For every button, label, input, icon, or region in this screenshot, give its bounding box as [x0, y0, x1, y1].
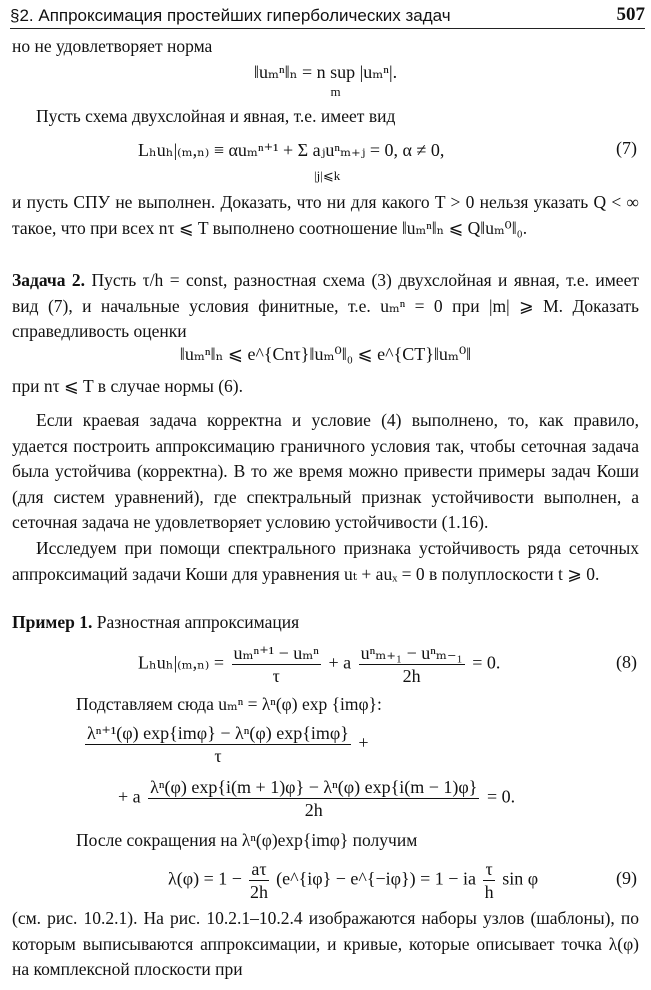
paragraph-5: Подставляем сюда uₘⁿ = λⁿ(φ) exp {imφ}:	[76, 694, 382, 714]
eq8-frac-1	[232, 642, 321, 687]
page-number: 507	[616, 4, 645, 25]
eq9-frac-2	[483, 858, 494, 903]
eqA-den: τ	[214, 746, 222, 766]
eq9-frac-1-num: aτ	[251, 859, 267, 879]
example-1	[12, 610, 639, 636]
paragraph-1: и пусть СПУ не выполнен. Доказать, что ни для какого T > 0 нельзя указать Q < ∞ такое, что при всех nτ ⩽ T выполнено соотношение ‖uₘⁿ‖ₙ ⩽ Q‖uₘ⁰‖₀.	[12, 192, 639, 238]
paragraph-4: Исследуем при помощи спектрального признака устойчивость ряда сеточных аппроксимаций задачи Коши для уравнения uₜ + auₓ = 0 в полуплоскости t ⩾ 0.	[12, 538, 639, 584]
equation-7-number: (7)	[616, 138, 637, 158]
section-title: §2. Аппроксимация простейших гиперболических задач	[10, 6, 451, 25]
eqB-den: 2h	[304, 800, 323, 820]
eqA-end: +	[358, 732, 369, 753]
eq8-frac-1-num: uₘⁿ⁺¹ − uₘⁿ	[233, 643, 319, 663]
task-2	[12, 268, 639, 345]
eq8-frac-2-num: uⁿₘ₊₁ − uⁿₘ₋₁	[360, 643, 463, 663]
equation-8-number: (8)	[616, 652, 637, 672]
equation-substitution-b	[12, 776, 639, 821]
equation-9-number: (9)	[616, 868, 637, 888]
paragraph-2: при nτ ⩽ T в случае нормы (6).	[12, 376, 243, 396]
equation-norm-subscript: m	[330, 84, 341, 99]
equation-substitution-a	[12, 722, 639, 767]
example-1-label: Пример 1.	[12, 612, 93, 632]
eq9-frac-1	[249, 858, 268, 903]
equation-9	[12, 858, 639, 903]
eq9-frac-1-den: 2h	[250, 882, 269, 902]
eq9-a: λ(φ) = 1 −	[168, 868, 242, 889]
example-1-text: Разностная аппроксимация	[96, 612, 300, 632]
eq8-end: = 0.	[472, 652, 501, 673]
eqB-pre: + a	[118, 786, 141, 807]
task-2-text: Пусть τ/h = const, разностная схема (3) двухслойная и явная, т.е. имеет вид (7), и начальные условия финитные, т.е. uₘⁿ = 0 при |m| ⩾ M. Доказать справедливость оценки	[12, 270, 639, 341]
eq8-frac-2-den: 2h	[402, 666, 421, 686]
eq8-plus: + a	[328, 652, 352, 673]
eq8-frac-2	[359, 642, 465, 687]
paragraph-6: После сокращения на λⁿ(φ)exp{imφ} получим	[76, 830, 418, 850]
eqB-end: = 0.	[486, 786, 516, 807]
eqB-frac	[148, 776, 479, 821]
running-header	[10, 2, 645, 29]
equation-estimate: ‖uₘⁿ‖ₙ ⩽ e^{Cnτ}‖uₘ⁰‖₀ ⩽ e^{CT}‖uₘ⁰‖	[179, 344, 472, 364]
equation-7: Lₕuₕ|₍ₘ,ₙ₎ ≡ αuₘⁿ⁺¹ + Σ aⱼuⁿₘ₊ⱼ = 0, α ≠ 0,	[138, 140, 445, 160]
eq9-frac-2-den: h	[484, 882, 494, 902]
eq9-c: sin φ	[502, 868, 539, 889]
eq9-frac-2-num: τ	[485, 859, 493, 879]
paragraph-3: Если краевая задача корректна и условие (4) выполнено, то, как правило, удается построить аппроксимацию граничного условия так, чтобы сеточная задача была устойчива (корректна). В то же время можно привести примеры задач Коши (для систем уравнений), где спектральный признак устойчивости выполнен, а сеточная задача не удовлетворяет условию устойчивости (1.16).	[12, 410, 639, 532]
eq8-left: Lₕuₕ|₍ₘ,ₙ₎ =	[138, 652, 224, 673]
equation-7-subscript: |j|⩽k	[314, 168, 341, 183]
paragraph-7: (см. рис. 10.2.1). На рис. 10.2.1–10.2.4 изображаются наборы узлов (шаблоны), по которым выписываются аппроксимации, и кривые, которые описывает точка λ(φ) на комплексной плоскости при	[12, 908, 639, 979]
eq9-b: (e^{iφ} − e^{−iφ}) = 1 − ia	[276, 868, 476, 889]
eqB-num: λⁿ(φ) exp{i(m + 1)φ} − λⁿ(φ) exp{i(m − 1)φ}	[150, 777, 478, 797]
eqA-frac	[85, 722, 351, 767]
equation-norm: ‖uₘⁿ‖ₙ = n sup |uₘⁿ|.	[253, 62, 398, 82]
task-2-label: Задача 2.	[12, 270, 86, 290]
eq8-frac-1-den: τ	[272, 666, 280, 686]
equation-8	[12, 642, 639, 687]
text-line-1: но не удовлетворяет норма	[12, 36, 213, 56]
text-line-2: Пусть схема двухслойная и явная, т.е. имеет вид	[36, 106, 396, 126]
eqA-num: λⁿ⁺¹(φ) exp{imφ} − λⁿ(φ) exp{imφ}	[87, 723, 349, 743]
